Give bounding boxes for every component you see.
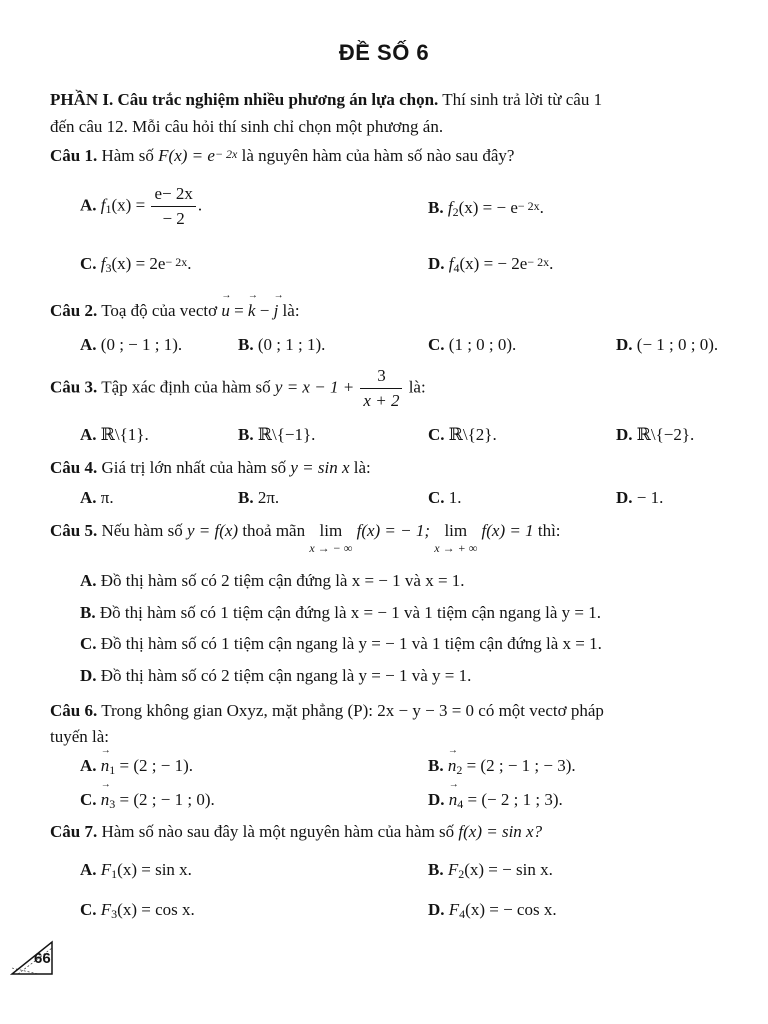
question-3	[50, 366, 426, 411]
numerator: 3	[360, 366, 402, 389]
option-b[interactable]	[428, 198, 544, 218]
option-a[interactable]	[80, 425, 149, 445]
option-d[interactable]	[616, 488, 663, 508]
option-a[interactable]	[80, 860, 192, 880]
option-label: D.	[616, 425, 633, 444]
formula: f(x) = sin x?	[458, 822, 543, 841]
option-text: − 1.	[636, 488, 664, 507]
option-label: C.	[80, 790, 97, 809]
expr: (x) = − 2e	[459, 254, 528, 273]
question-text: Hàm số	[101, 146, 159, 165]
vector-j: j →	[274, 301, 279, 320]
page-number: 66	[34, 950, 51, 967]
option-text: (x) = − cos x.	[465, 900, 557, 919]
vector-u: u →	[221, 301, 230, 320]
vector-n: n →	[448, 756, 457, 775]
subscript: 3	[109, 797, 116, 811]
option-text: (x) = sin x.	[117, 860, 192, 879]
expr: (x) = 2e	[111, 254, 166, 273]
option-label: A.	[80, 335, 97, 354]
expr: =	[229, 301, 248, 320]
subscript: 3	[111, 907, 118, 921]
question-7	[50, 822, 542, 842]
option-label: A.	[80, 756, 97, 775]
vector-n: n →	[101, 756, 110, 775]
page-number-badge	[8, 938, 56, 978]
option-label: C.	[80, 254, 97, 273]
subscript: 2	[452, 205, 459, 219]
func-name: F	[100, 900, 112, 919]
question-label: Câu 2.	[50, 301, 98, 320]
option-text: = (− 2 ; 1 ; 3).	[463, 790, 563, 809]
option-a[interactable]	[80, 571, 465, 591]
option-a[interactable]	[80, 756, 193, 776]
formula: F(x) = e	[158, 146, 215, 165]
option-a[interactable]	[80, 184, 202, 229]
subscript: 2	[458, 867, 465, 881]
fraction	[151, 184, 195, 229]
option-d[interactable]	[428, 900, 557, 920]
subscript: 4	[459, 907, 466, 921]
limit-minus-infinity	[309, 521, 352, 555]
expr: −	[255, 301, 274, 320]
option-label: C.	[428, 425, 445, 444]
part-intro	[50, 86, 750, 140]
option-label: B.	[238, 425, 254, 444]
option-c[interactable]	[428, 425, 497, 445]
lim-word: lim	[319, 521, 343, 540]
option-label: C.	[80, 900, 97, 919]
option-label: A.	[80, 195, 97, 215]
option-label: A.	[80, 488, 97, 507]
vector-n: n →	[449, 790, 458, 809]
func-name: F	[100, 860, 112, 879]
option-text: (1 ; 0 ; 0).	[448, 335, 517, 354]
option-label: A.	[80, 571, 97, 590]
punct: .	[539, 198, 544, 217]
lim-value: f(x) = − 1;	[352, 521, 431, 540]
lim-word: lim	[444, 521, 468, 540]
question-text: tuyến là:	[50, 727, 110, 746]
question-text: là:	[349, 458, 371, 477]
option-b[interactable]	[428, 756, 576, 776]
option-text: (x) = cos x.	[117, 900, 195, 919]
part-text-line1: Thí sinh trả lời từ câu 1	[438, 90, 603, 109]
option-c[interactable]	[80, 790, 215, 810]
fraction	[360, 366, 402, 411]
question-label: Câu 3.	[50, 377, 98, 397]
question-text: Tập xác định của hàm số	[101, 377, 275, 397]
func-name: f	[448, 254, 454, 273]
option-c[interactable]	[80, 634, 602, 654]
option-label: B.	[428, 860, 444, 879]
func-name: f	[447, 198, 453, 217]
formula: y = sin x	[290, 458, 350, 477]
page-title: ĐỀ SỐ 6	[338, 40, 430, 65]
option-label: C.	[428, 335, 445, 354]
func-name: f	[100, 195, 106, 215]
option-label: B.	[238, 488, 254, 507]
exponent: − 2x	[214, 147, 238, 161]
question-text: Toạ độ của vectơ	[101, 301, 222, 320]
question-text: là nguyên hàm của hàm số nào sau đây?	[237, 146, 515, 165]
question-label: Câu 6.	[50, 701, 98, 720]
option-text: (0 ; − 1 ; 1).	[100, 335, 183, 354]
vector-n: n →	[101, 790, 110, 809]
question-text: Trong không gian Oxyz, mặt phẳng (P): 2x − y − 3 = 0 có một vectơ pháp	[101, 701, 604, 720]
question-text: thì:	[533, 521, 561, 540]
limit-plus-infinity	[434, 521, 477, 555]
question-text: là:	[278, 301, 300, 320]
subscript: 2	[456, 763, 463, 777]
punct: .	[549, 254, 554, 273]
option-text: Đồ thị hàm số có 2 tiệm cận đứng là x = − 1 và x = 1.	[100, 571, 465, 590]
subscript: 1	[109, 763, 116, 777]
punct: .	[187, 254, 192, 273]
option-label: D.	[428, 254, 445, 273]
option-b[interactable]	[238, 335, 325, 355]
option-text: ℝ\{2}.	[448, 425, 497, 444]
subscript: 3	[105, 261, 112, 275]
lim-value: f(x) = 1	[477, 521, 534, 540]
option-b[interactable]	[238, 425, 315, 445]
option-text: ℝ\{1}.	[100, 425, 149, 444]
question-text: là:	[404, 377, 426, 397]
question-4	[50, 458, 371, 478]
part-heading: PHẦN I. Câu trắc nghiệm nhiều phương án lựa chọn.	[50, 90, 439, 109]
denominator: − 2	[162, 209, 185, 228]
option-b[interactable]	[428, 860, 553, 880]
question-text: Hàm số nào sau đây là một nguyên hàm của hàm số	[101, 822, 459, 841]
option-text: π.	[100, 488, 114, 507]
option-label: D.	[80, 666, 97, 685]
lim-subscript: x → − ∞	[309, 541, 353, 555]
option-text: (x) = − sin x.	[464, 860, 553, 879]
option-text: (0 ; 1 ; 1).	[257, 335, 326, 354]
expr: (x) =	[111, 195, 150, 215]
option-text: Đồ thị hàm số có 1 tiệm cận đứng là x = − 1 và 1 tiệm cận ngang là y = 1.	[99, 603, 601, 622]
subscript: 4	[457, 797, 464, 811]
question-label: Câu 7.	[50, 822, 98, 841]
question-5	[50, 521, 561, 555]
option-label: C.	[428, 488, 445, 507]
option-c[interactable]	[80, 900, 195, 920]
option-a[interactable]	[80, 488, 114, 508]
option-label: D.	[428, 790, 445, 809]
option-label: B.	[238, 335, 254, 354]
exponent: − 2x	[527, 255, 550, 269]
option-text: = (2 ; − 1 ; − 3).	[462, 756, 576, 775]
question-text: thoả mãn	[238, 521, 310, 540]
expr: (x) = − e	[458, 198, 518, 217]
question-6	[50, 698, 750, 750]
numerator: e− 2x	[151, 184, 195, 207]
option-label: D.	[616, 488, 633, 507]
question-2	[50, 301, 300, 321]
option-text: = (2 ; − 1).	[115, 756, 194, 775]
func-name: f	[100, 254, 106, 273]
option-text: Đồ thị hàm số có 1 tiệm cận ngang là y = − 1 và 1 tiệm cận đứng là x = 1.	[100, 634, 602, 653]
subscript: 4	[453, 261, 460, 275]
question-text: Nếu hàm số	[101, 521, 187, 540]
subscript: 1	[111, 867, 118, 881]
option-label: A.	[80, 425, 97, 444]
option-b[interactable]	[238, 488, 279, 508]
option-d[interactable]	[428, 254, 553, 274]
option-text: 2π.	[257, 488, 280, 507]
question-label: Câu 5.	[50, 521, 98, 540]
lim-subscript: x → + ∞	[434, 541, 478, 555]
option-c[interactable]	[428, 335, 516, 355]
option-text: ℝ\{−1}.	[257, 425, 316, 444]
option-label: A.	[80, 860, 97, 879]
func-name: F	[448, 900, 460, 919]
option-text: Đồ thị hàm số có 2 tiệm cận ngang là y = − 1 và y = 1.	[100, 666, 472, 685]
option-label: B.	[80, 603, 96, 622]
option-label: B.	[428, 756, 444, 775]
question-1	[50, 146, 514, 166]
exponent: − 2x	[517, 199, 540, 213]
option-text: ℝ\{−2}.	[636, 425, 695, 444]
exponent: − 2x	[165, 255, 188, 269]
option-label: B.	[428, 198, 444, 217]
option-d[interactable]	[616, 335, 718, 355]
option-d[interactable]	[428, 790, 563, 810]
subscript: 1	[105, 202, 112, 217]
formula: y = f(x)	[186, 521, 239, 540]
option-text: (− 1 ; 0 ; 0).	[636, 335, 719, 354]
option-text: = (2 ; − 1 ; 0).	[115, 790, 215, 809]
punct: .	[197, 195, 203, 215]
question-label: Câu 4.	[50, 458, 98, 477]
vector-k: k →	[248, 301, 256, 320]
question-text: Giá trị lớn nhất của hàm số	[101, 458, 291, 477]
option-d[interactable]	[616, 425, 694, 445]
option-a[interactable]	[80, 335, 182, 355]
func-name: F	[447, 860, 459, 879]
part-text-line2: đến câu 12. Mỗi câu hỏi thí sinh chỉ chọn một phương án.	[50, 117, 444, 136]
option-text: 1.	[448, 488, 462, 507]
option-label: C.	[80, 634, 97, 653]
option-c[interactable]	[428, 488, 462, 508]
option-b[interactable]	[80, 603, 601, 623]
option-d[interactable]	[80, 666, 471, 686]
formula: y = x − 1 +	[274, 377, 359, 397]
option-label: D.	[616, 335, 633, 354]
option-c[interactable]	[80, 254, 192, 274]
option-label: D.	[428, 900, 445, 919]
question-label: Câu 1.	[50, 146, 98, 165]
denominator: x + 2	[363, 391, 400, 410]
